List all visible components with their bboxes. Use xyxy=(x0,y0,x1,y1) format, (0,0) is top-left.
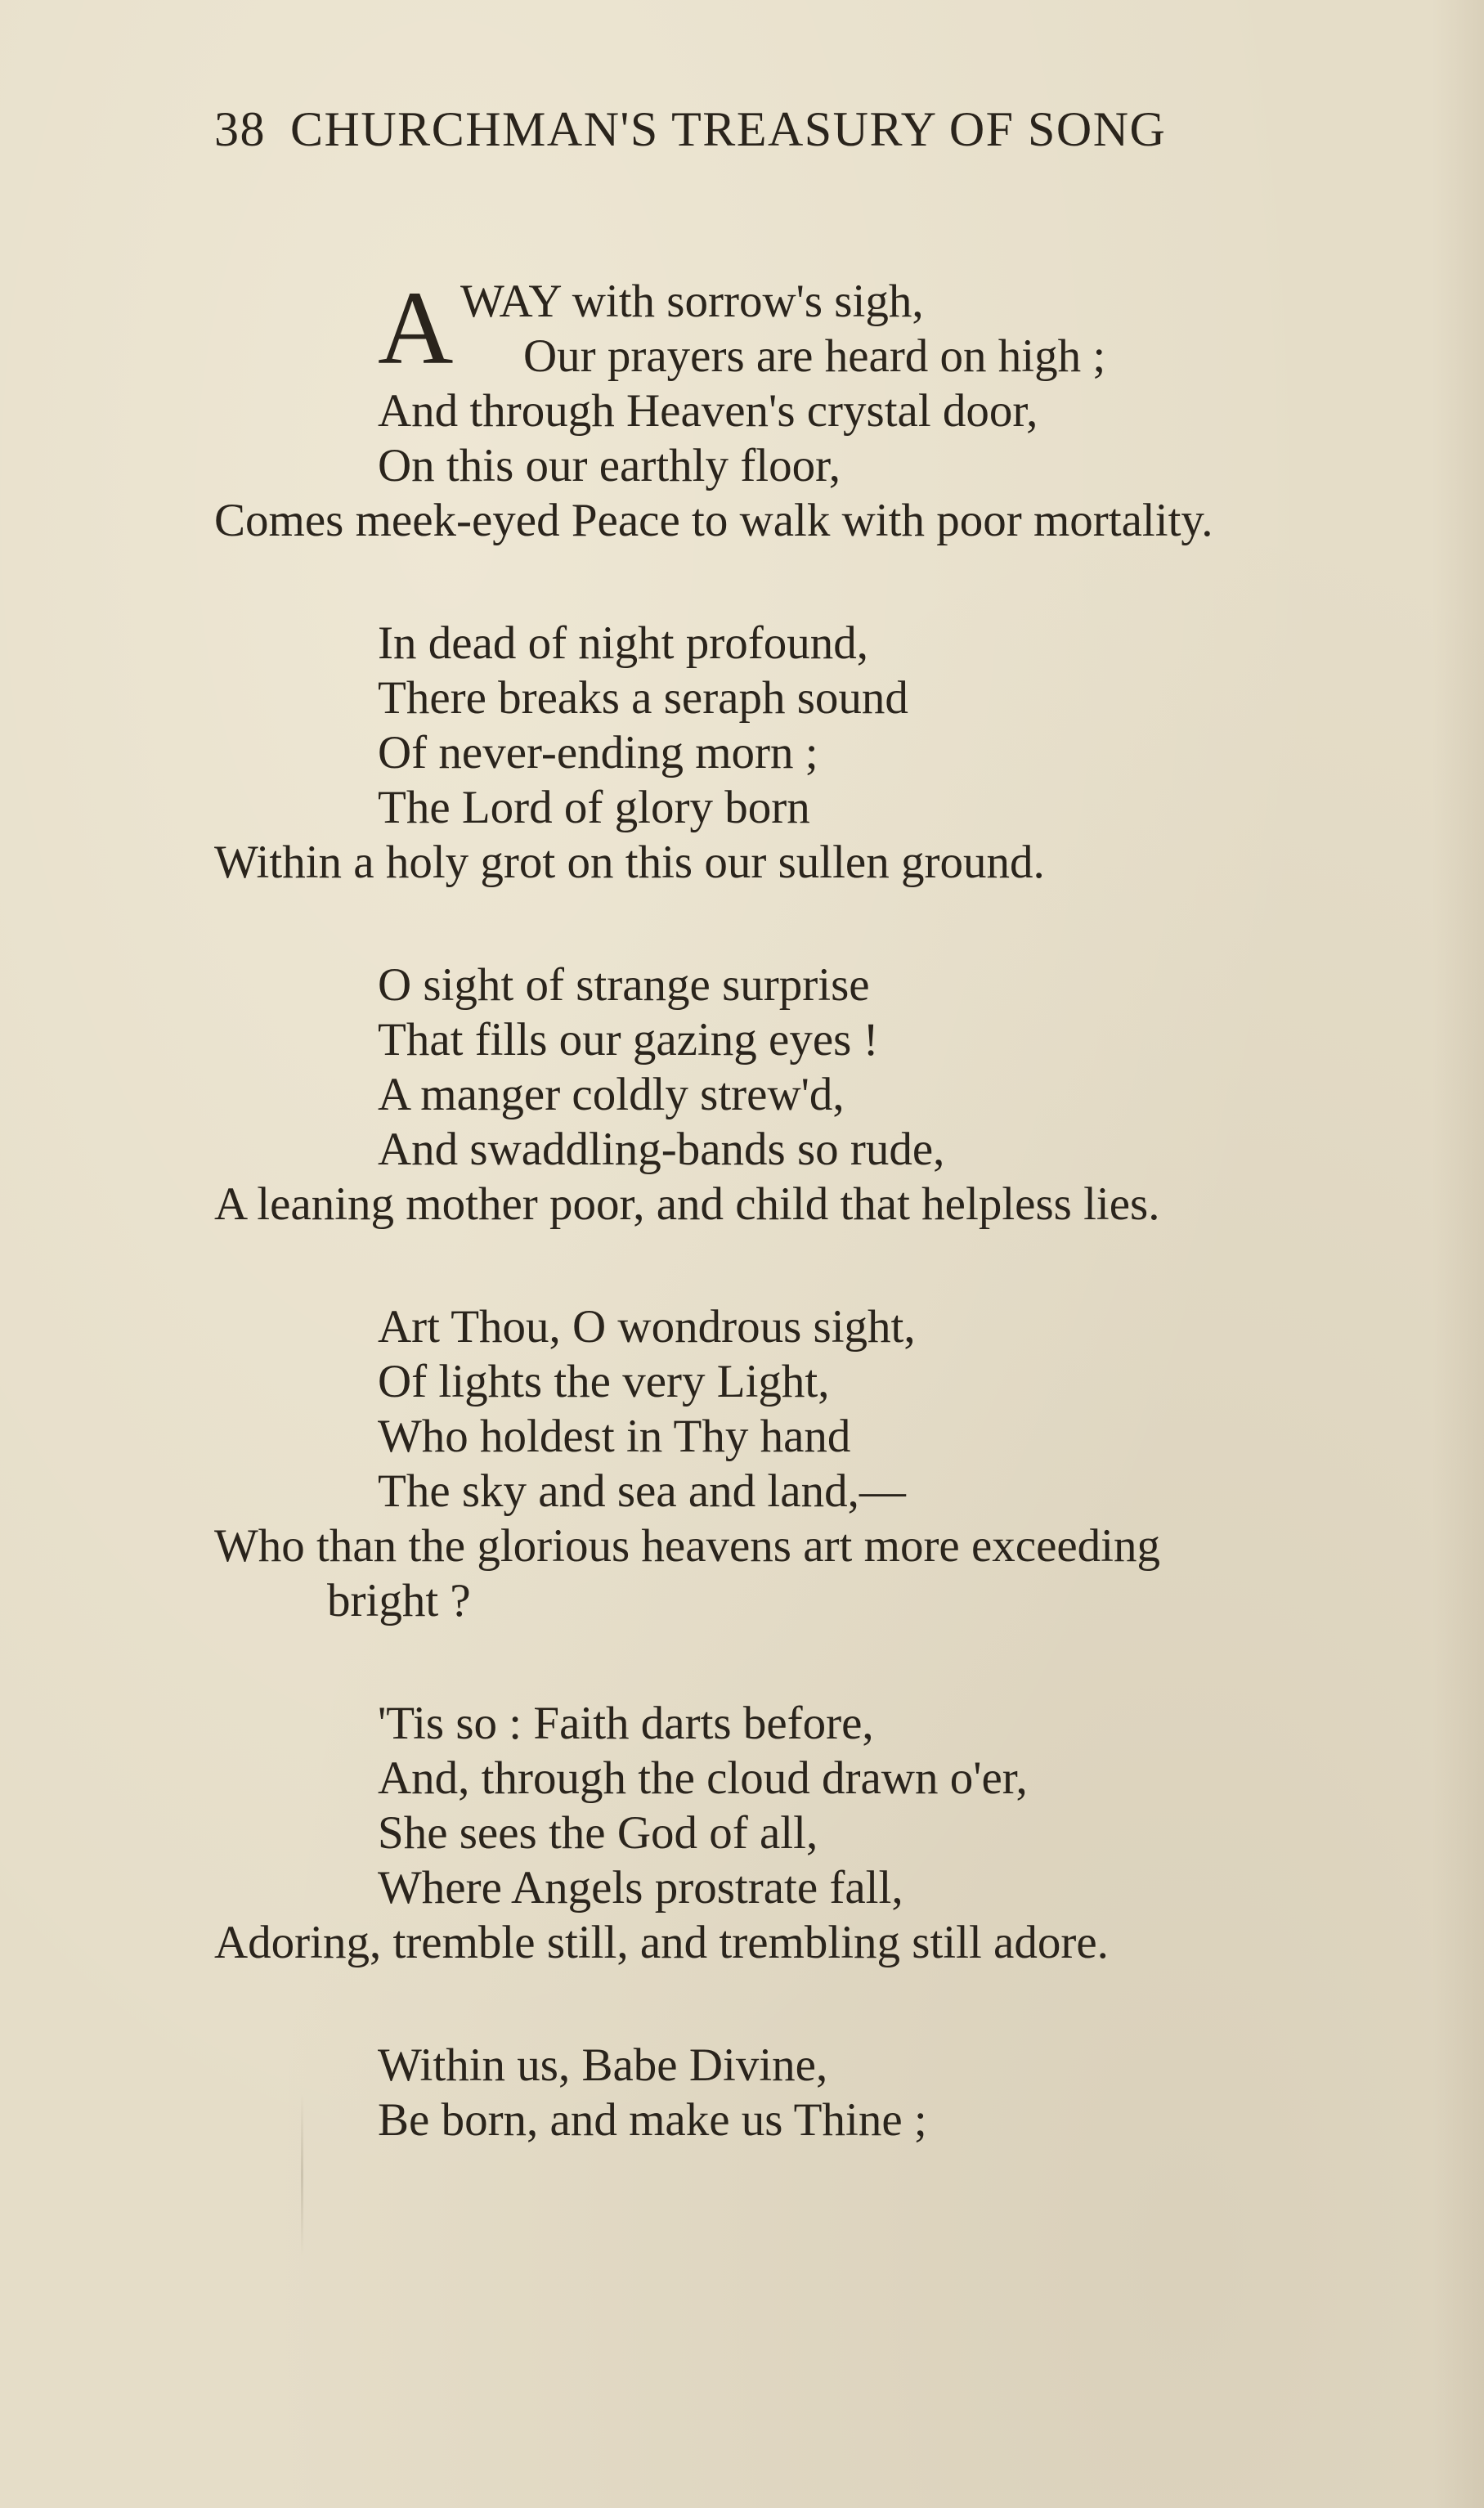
poem-line: Art Thou, O wondrous sight, xyxy=(378,1301,916,1353)
poem-line: Within us, Babe Divine, xyxy=(378,2039,828,2091)
stanza-3 xyxy=(214,958,1375,1232)
poem-line: Where Angels prostrate fall, xyxy=(378,1862,903,1914)
poem-line: Who than the glorious heavens art more exceeding xyxy=(214,1520,1161,1572)
drop-cap: A xyxy=(378,270,454,386)
poem-line: Within a holy grot on this our sullen ground. xyxy=(214,837,1045,888)
poem-line: Who holdest in Thy hand xyxy=(378,1411,851,1462)
poem-line: The Lord of glory born xyxy=(378,782,810,833)
poem-line-text: WAY with sorrow's sigh, xyxy=(460,276,924,327)
poem-line: Adoring, tremble still, and trembling still adore. xyxy=(214,1917,1109,1968)
page-number: 38 xyxy=(214,102,266,156)
running-head xyxy=(214,96,1375,162)
poem-line: A manger coldly strew'd, xyxy=(378,1069,845,1120)
poem-line: Our prayers are heard on high ; xyxy=(523,330,1106,382)
poem-line: Comes meek-eyed Peace to walk with poor mortality. xyxy=(214,495,1213,546)
poem-line: Of lights the very Light, xyxy=(378,1356,830,1407)
poem-line: The sky and sea and land,— xyxy=(378,1465,906,1517)
poem-line: And, through the cloud drawn o'er, xyxy=(378,1752,1028,1804)
poem-line: Of never-ending morn ; xyxy=(378,727,818,778)
stanza-4 xyxy=(214,1299,1375,1628)
stanza-5 xyxy=(214,1696,1375,1970)
poem-line: There breaks a seraph sound xyxy=(378,672,908,724)
poem-line: O sight of strange surprise xyxy=(378,959,870,1011)
poem-line: And swaddling-bands so rude, xyxy=(378,1124,945,1175)
poem-line: A leaning mother poor, and child that helpless lies. xyxy=(214,1178,1160,1230)
poem-line: She sees the God of all, xyxy=(378,1807,818,1859)
poem-line: And through Heaven's crystal door, xyxy=(378,385,1038,437)
stanza-2 xyxy=(214,616,1375,890)
running-title: CHURCHMAN'S TREASURY OF SONG xyxy=(290,102,1167,156)
poem-line-turnover: bright ? xyxy=(327,1575,471,1626)
poem-line: 'Tis so : Faith darts before, xyxy=(378,1698,874,1749)
stanza-6 xyxy=(214,2038,1375,2147)
poem-line: Be born, and make us Thine ; xyxy=(378,2094,927,2146)
poem-line: In dead of night profound, xyxy=(378,617,868,669)
paper-crease-mark xyxy=(301,2093,303,2257)
poem-line: On this our earthly floor, xyxy=(378,440,841,491)
poem xyxy=(214,270,1375,2147)
stanza-1 xyxy=(214,270,1375,548)
poem-line: That fills our gazing eyes ! xyxy=(378,1014,879,1066)
